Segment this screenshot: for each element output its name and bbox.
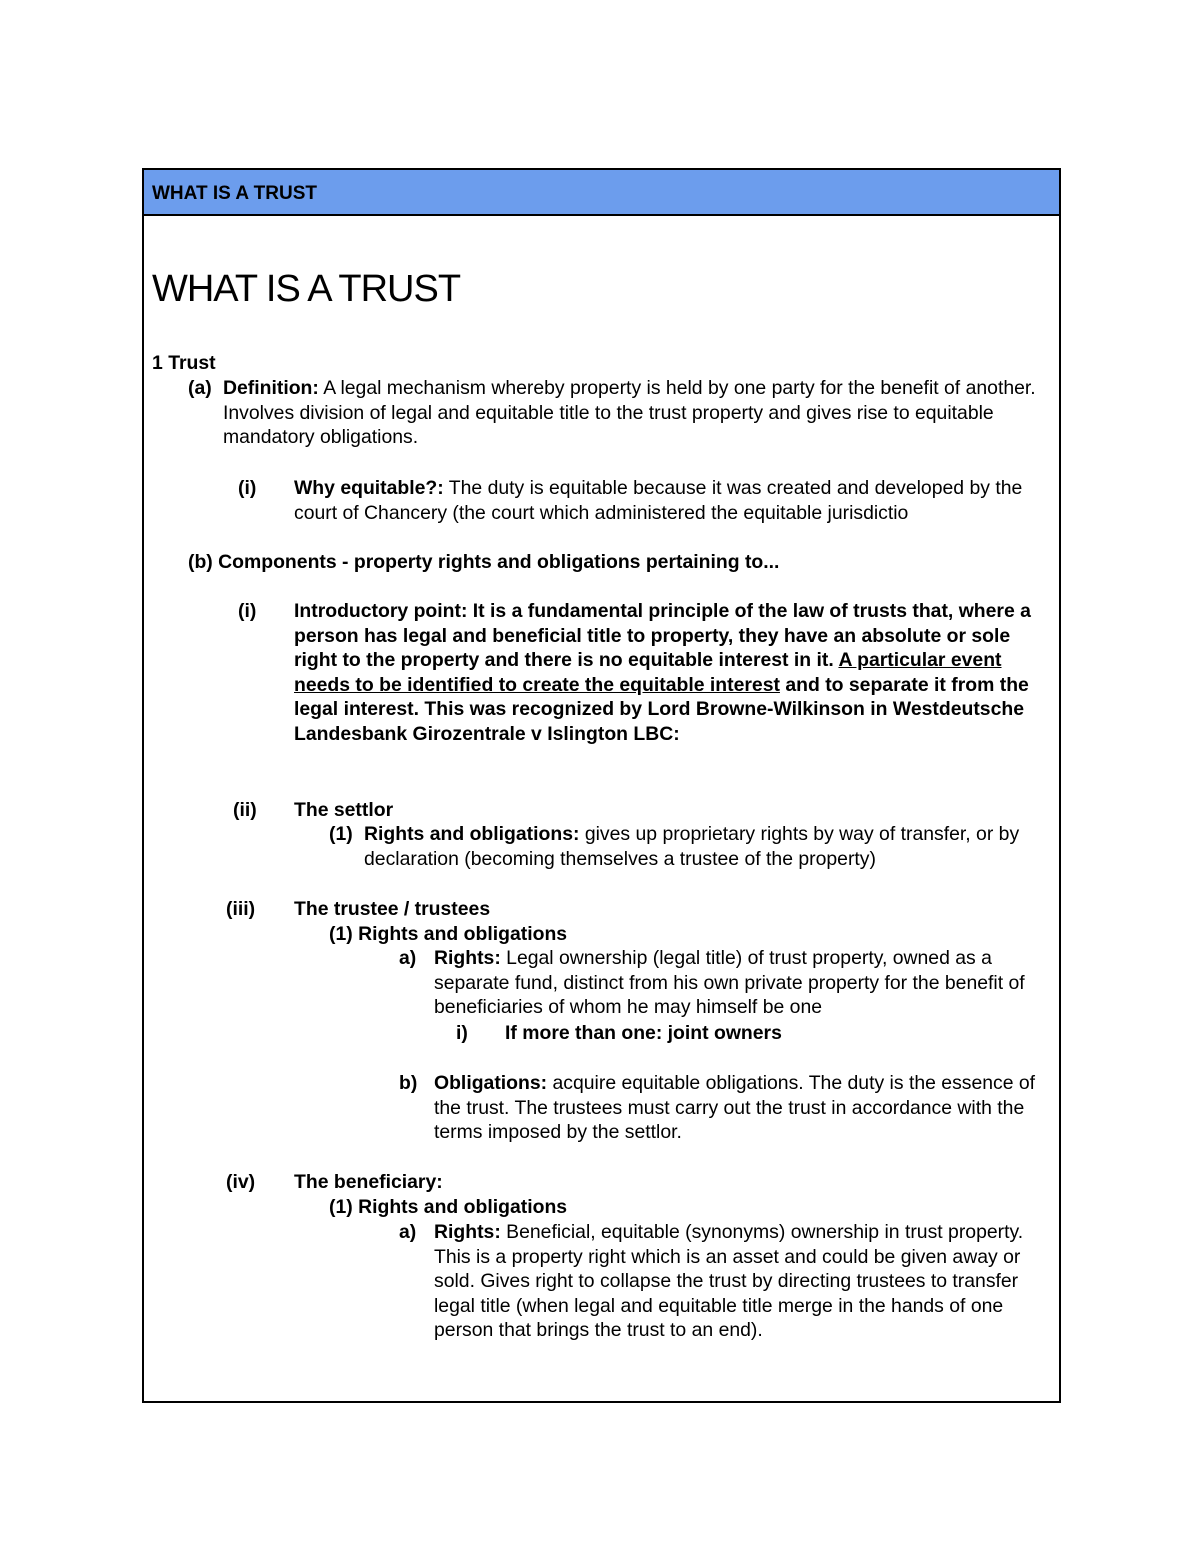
why-equitable-label: Why equitable?: xyxy=(294,477,444,499)
beneficiary-rights xyxy=(434,1220,1049,1343)
page-title: WHAT IS A TRUST xyxy=(152,268,461,310)
introductory-text-after: and to separate it from the legal interest. This was recognized by Lord Browne-Wilkinson in Westdeutsche Landesbank Girozentrale v Islington LBC: xyxy=(294,673,1029,745)
trustee-obligations xyxy=(434,1071,1059,1145)
introductory-text: Introductory point: It is a fundamental principle of the law of trusts that, where a person has legal and beneficial title to property, they have an absolute or sole right to the property and there is no equitable interest in it. xyxy=(294,600,1031,672)
trustee-rights-text: Legal ownership (legal title) of trust property, owned as a separate fund, distinct from his own private property for the benefit of beneficiaries of whom he may himself be one xyxy=(434,947,1025,1019)
trustee-obligations-label: Obligations: xyxy=(434,1072,548,1094)
section-header: WHAT IS A TRUST xyxy=(144,170,1059,216)
beneficiary-rights-marker: a) xyxy=(399,1221,417,1243)
trustee-sub-marker: i) xyxy=(456,1022,468,1044)
introductory-underlined: A particular event needs to be identified to create the equitable interest xyxy=(294,649,1002,696)
trustee-rights xyxy=(434,946,1059,1020)
beneficiary-title: The beneficiary: xyxy=(294,1171,443,1193)
section-title: Trust xyxy=(168,352,216,374)
trustee-rights-heading xyxy=(329,922,567,947)
settlor-rights-text: gives up proprietary rights by way of transfer, or by declaration (becoming themselves a trustee of the property) xyxy=(364,823,1020,870)
item-a-i-marker: (i) xyxy=(238,477,257,499)
item-b-title: Components - property rights and obligations pertaining to... xyxy=(218,551,780,573)
trustee-sub-text: If more than one: joint owners xyxy=(505,1022,782,1044)
item-b-iii-marker: (iii) xyxy=(226,898,256,920)
trustee-rights-label: Rights: xyxy=(434,947,501,969)
definition-text: A legal mechanism whereby property is held by one party for the benefit of another. Involves division of legal and equitable title to the trust property and gives rise to equitable mandatory obligations. xyxy=(223,377,1036,449)
trustee-item-marker: (1) xyxy=(329,923,353,945)
beneficiary-rights-heading xyxy=(329,1195,567,1220)
item-b-iv-marker: (iv) xyxy=(226,1171,256,1193)
beneficiary-rights-label: Rights: xyxy=(434,1221,501,1243)
section-number: 1 xyxy=(152,352,163,374)
item-b-ii-marker: (ii) xyxy=(233,799,257,821)
settlor-item-marker: (1) xyxy=(329,823,353,845)
trustee-title: The trustee / trustees xyxy=(294,898,491,920)
item-a-definition xyxy=(223,376,1055,450)
item-a-marker: (a) xyxy=(188,377,212,399)
item-a-i-text xyxy=(294,476,1054,526)
item-b-heading xyxy=(188,550,779,575)
item-b-marker: (b) xyxy=(188,551,213,573)
why-equitable-text: The duty is equitable because it was created and developed by the court of Chancery (the court which administered the equitable jurisdictio xyxy=(294,477,1023,524)
section-heading xyxy=(152,351,216,376)
beneficiary-rights-text: Beneficial, equitable (synonyms) ownership in trust property. This is a property right which is an asset and could be given away or sold. Gives right to collapse the trust by directing trustees to transfer legal title (when legal and equitable title merge in the hands of one person that brings the trust to an end). xyxy=(434,1221,1024,1342)
item-b-i-marker: (i) xyxy=(238,600,257,622)
beneficiary-item-marker: (1) xyxy=(329,1196,353,1218)
settlor-title: The settlor xyxy=(294,799,394,821)
trustee-obligations-text: acquire equitable obligations. The duty is the essence of the trust. The trustees must carry out the trust in accordance with the terms imposed by the settlor. xyxy=(434,1072,1036,1144)
beneficiary-item-label: Rights and obligations xyxy=(358,1196,568,1218)
introductory-point xyxy=(294,599,1056,747)
definition-label: Definition: xyxy=(223,377,319,399)
settlor-rights xyxy=(364,822,1056,871)
trustee-obligations-marker: b) xyxy=(399,1072,418,1094)
trustee-item-label: Rights and obligations xyxy=(358,923,568,945)
document-box xyxy=(142,168,1061,1403)
trustee-rights-marker: a) xyxy=(399,947,417,969)
settlor-rights-label: Rights and obligations: xyxy=(364,823,580,845)
